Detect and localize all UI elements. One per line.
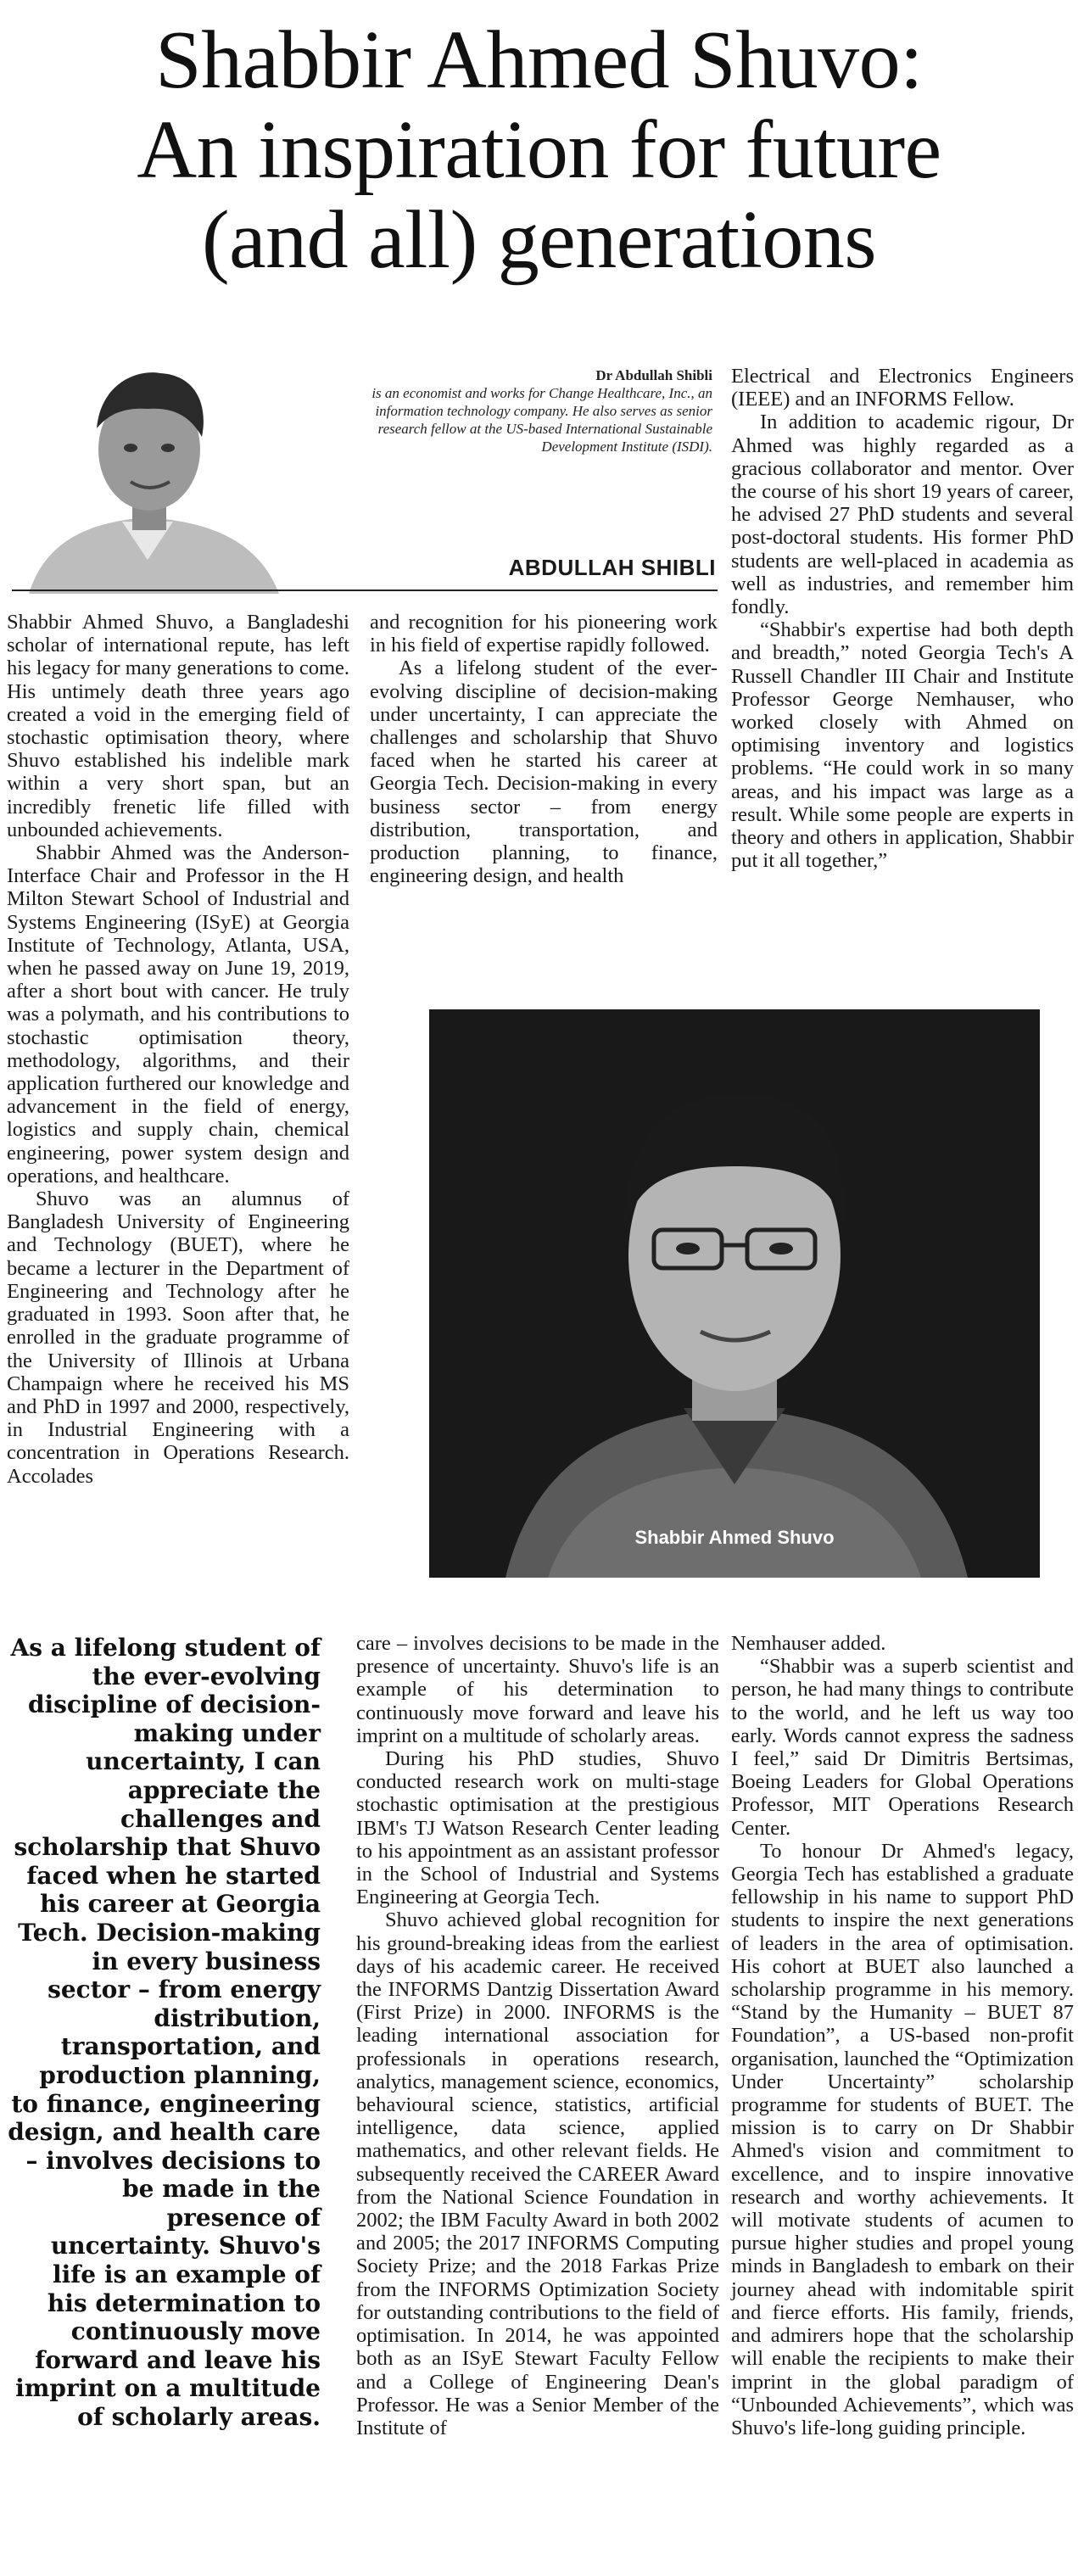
author-photo [12, 348, 292, 594]
paragraph: Nemhauser added. [731, 1632, 886, 1655]
article-column-1 [7, 611, 349, 1595]
article-column-2 [370, 611, 718, 957]
byline-divider [12, 590, 718, 591]
paragraph: care – involves decisions to be made in the presence of uncertainty. Shuvo's life is an example of his determination to continuously move forward and leave his imprint on a multitude of scholarly areas. [356, 1632, 719, 1747]
author-bio-text: is an economist and works for Change Healthcare, Inc., an information technology company. He also serves as senior research fellow at the US-based International Sustainable Development Institute (ISDI). [371, 385, 712, 455]
paragraph: To honour Dr Ahmed's legacy, Georgia Tech has established a graduate fellowship in his name to support PhD students to inspire the next generations of leaders in the area of optimisation. His cohort at BUET also launched a scholarship programme in his memory. “Stand by the Humanity – BUET 87 Foundation”, a US-based non-profit organisation, launched the “Optimization Under Uncertainty” scholarship programme for students of BUET. The mission is to carry on Dr Shabbir Ahmed's vision and commitment to excellence, and to inspire innovative research and worthy achievements. It will motivate students of acumen to pursue higher studies and propel young minds in Bangladesh to embark on their journey ahead with indomitable spirit and fierce efforts. His family, friends, and admirers hope that the scholarship will enable the recipients to make their imprint in the global paradigm of “Unbounded Achievements”, which was Shuvo's life-long guiding principle. [731, 1839, 1074, 2439]
paragraph: Electrical and Electronics Engineers (IEEE) and an INFORMS Fellow. [731, 365, 1074, 411]
photo-caption: Shabbir Ahmed Shuvo [634, 1527, 835, 1548]
paragraph: “Shabbir's expertise had both depth and breadth,” noted Georgia Tech's A Russell Chandler III Chair and Institute Professor George Nemhauser, who worked closely with Ahmed on optimising inventory and logistics problems. “He could work in so many areas, and his impact was large as a result. While some people are experts in theory and others in application, Shabbir put it all together,” [731, 618, 1074, 873]
paragraph: Shuvo was an alumnus of Bangladesh University of Engineering and Technology (BUET), where he became a lecturer in the Department of Engineering and Technology after he graduated in 1993. Soon after that, he enrolled in the graduate programme of the University of Illinois at Urbana Champaign where he received his MS and PhD in 1997 and 2000, respectively, in Industrial Engineering with a concentration in Operations Research. Accolades [7, 1187, 349, 1488]
feature-photo [395, 975, 1074, 1578]
paragraph: Shabbir Ahmed Shuvo, a Bangladeshi scholar of international repute, has left his legacy for many generations to come. His untimely death three years ago created a void in the emerging field of stochastic optimisation theory, where Shuvo established his indelible mark within a very short span, but an incredibly frenetic life filled with unbounded achievements. [7, 611, 349, 841]
paragraph: “Shabbir was a superb scientist and person, he had many things to contribute to the world, and he left us way too early. Words cannot express the sadness I feel,” said Dr Dimitris Bertsimas, Boeing Leaders for Global Operations Professor, MIT Operations Research Center. [731, 1655, 1074, 1840]
author-bio [339, 366, 712, 455]
paragraph: Shabbir Ahmed was the Anderson-Interface Chair and Professor in the H Milton Stewart School of Industrial and Systems Engineering (ISyE) at Georgia Institute of Technology, Atlanta, USA, when he passed away on June 19, 2019, after a short bout with cancer. He truly was a polymath, and his contributions to stochastic optimisation theory, methodology, algorithms, and their application furthered our knowledge and advancement in the field of energy, logistics and supply chain, chemical engineering, power system design and operations, and healthcare. [7, 841, 349, 1187]
paragraph: and recognition for his pioneering work in his field of expertise rapidly followed. [370, 611, 718, 657]
paragraph: In addition to academic rigour, Dr Ahmed was highly regarded as a gracious collaborator and mentor. Over the course of his short 19 years of career, he advised 27 PhD students and several post-doctoral students. His former PhD students are well-placed in academia as well as industries, and remember him fondly. [731, 411, 1074, 619]
author-name: Dr Abdullah Shibli [595, 367, 712, 383]
headline-line-1: Shabbir Ahmed Shuvo: [155, 14, 923, 106]
headline-line-2: An inspiration for future [137, 104, 941, 196]
article-column-4 [356, 1632, 719, 2569]
headline [0, 15, 1078, 285]
headline-line-3: (and all) generations [202, 194, 876, 286]
article-column-3 [731, 365, 1074, 967]
article-column-5 [731, 1632, 1074, 2569]
paragraph: Shuvo achieved global recognition for his ground-breaking ideas from the earliest days of his academic career. He received the INFORMS Dantzig Dissertation Award (First Prize) in 2000. INFORMS is the leading international association for professionals in operations research, analytics, management science, economics, behavioural science, statistics, artificial intelligence, data science, applied mathematics, and other relevant fields. He subsequently received the CAREER Award from the National Science Foundation in 2002; the IBM Faculty Award in both 2002 and 2005; the 2017 INFORMS Computing Society Prize; and the 2018 Farkas Prize from the INFORMS Optimization Society for outstanding contributions to the field of optimisation. In 2014, he was appointed both as an ISyE Stewart Faculty Fellow and a College of Engineering Dean's Professor. He was a Senior Member of the Institute of [356, 1908, 719, 2439]
byline: ABDULLAH SHIBLI [508, 555, 716, 580]
paragraph: As a lifelong student of the ever-evolving discipline of decision-making under uncertainty, I can appreciate the challenges and scholarship that Shuvo faced when he started his career at Georgia Tech. Decision-making in every business sector – from energy distribution, transportation, and production planning, to finance, engineering design, and health [370, 657, 718, 888]
paragraph: During his PhD studies, Shuvo conducted research work on multi-stage stochastic optimisation at the prestigious IBM's TJ Watson Research Center leading to his appointment as an assistant professor in the School of Industrial and Systems Engineering at Georgia Tech. [356, 1747, 719, 1909]
pull-quote: As a lifelong student of the ever-evolving discipline of decision-making under uncertainty, I can appreciate the challenges and scholarship that Shuvo faced when he started his career at Georgia Tech. Decision-making in every business sector – from energy distribution, transportation, and production planning, to finance, engineering design, and health care – involves decisions to be made in the presence of uncertainty. Shuvo's life is an example of his determination to continuously move forward and leave his imprint on a multitude of scholarly areas. [8, 1634, 321, 2432]
